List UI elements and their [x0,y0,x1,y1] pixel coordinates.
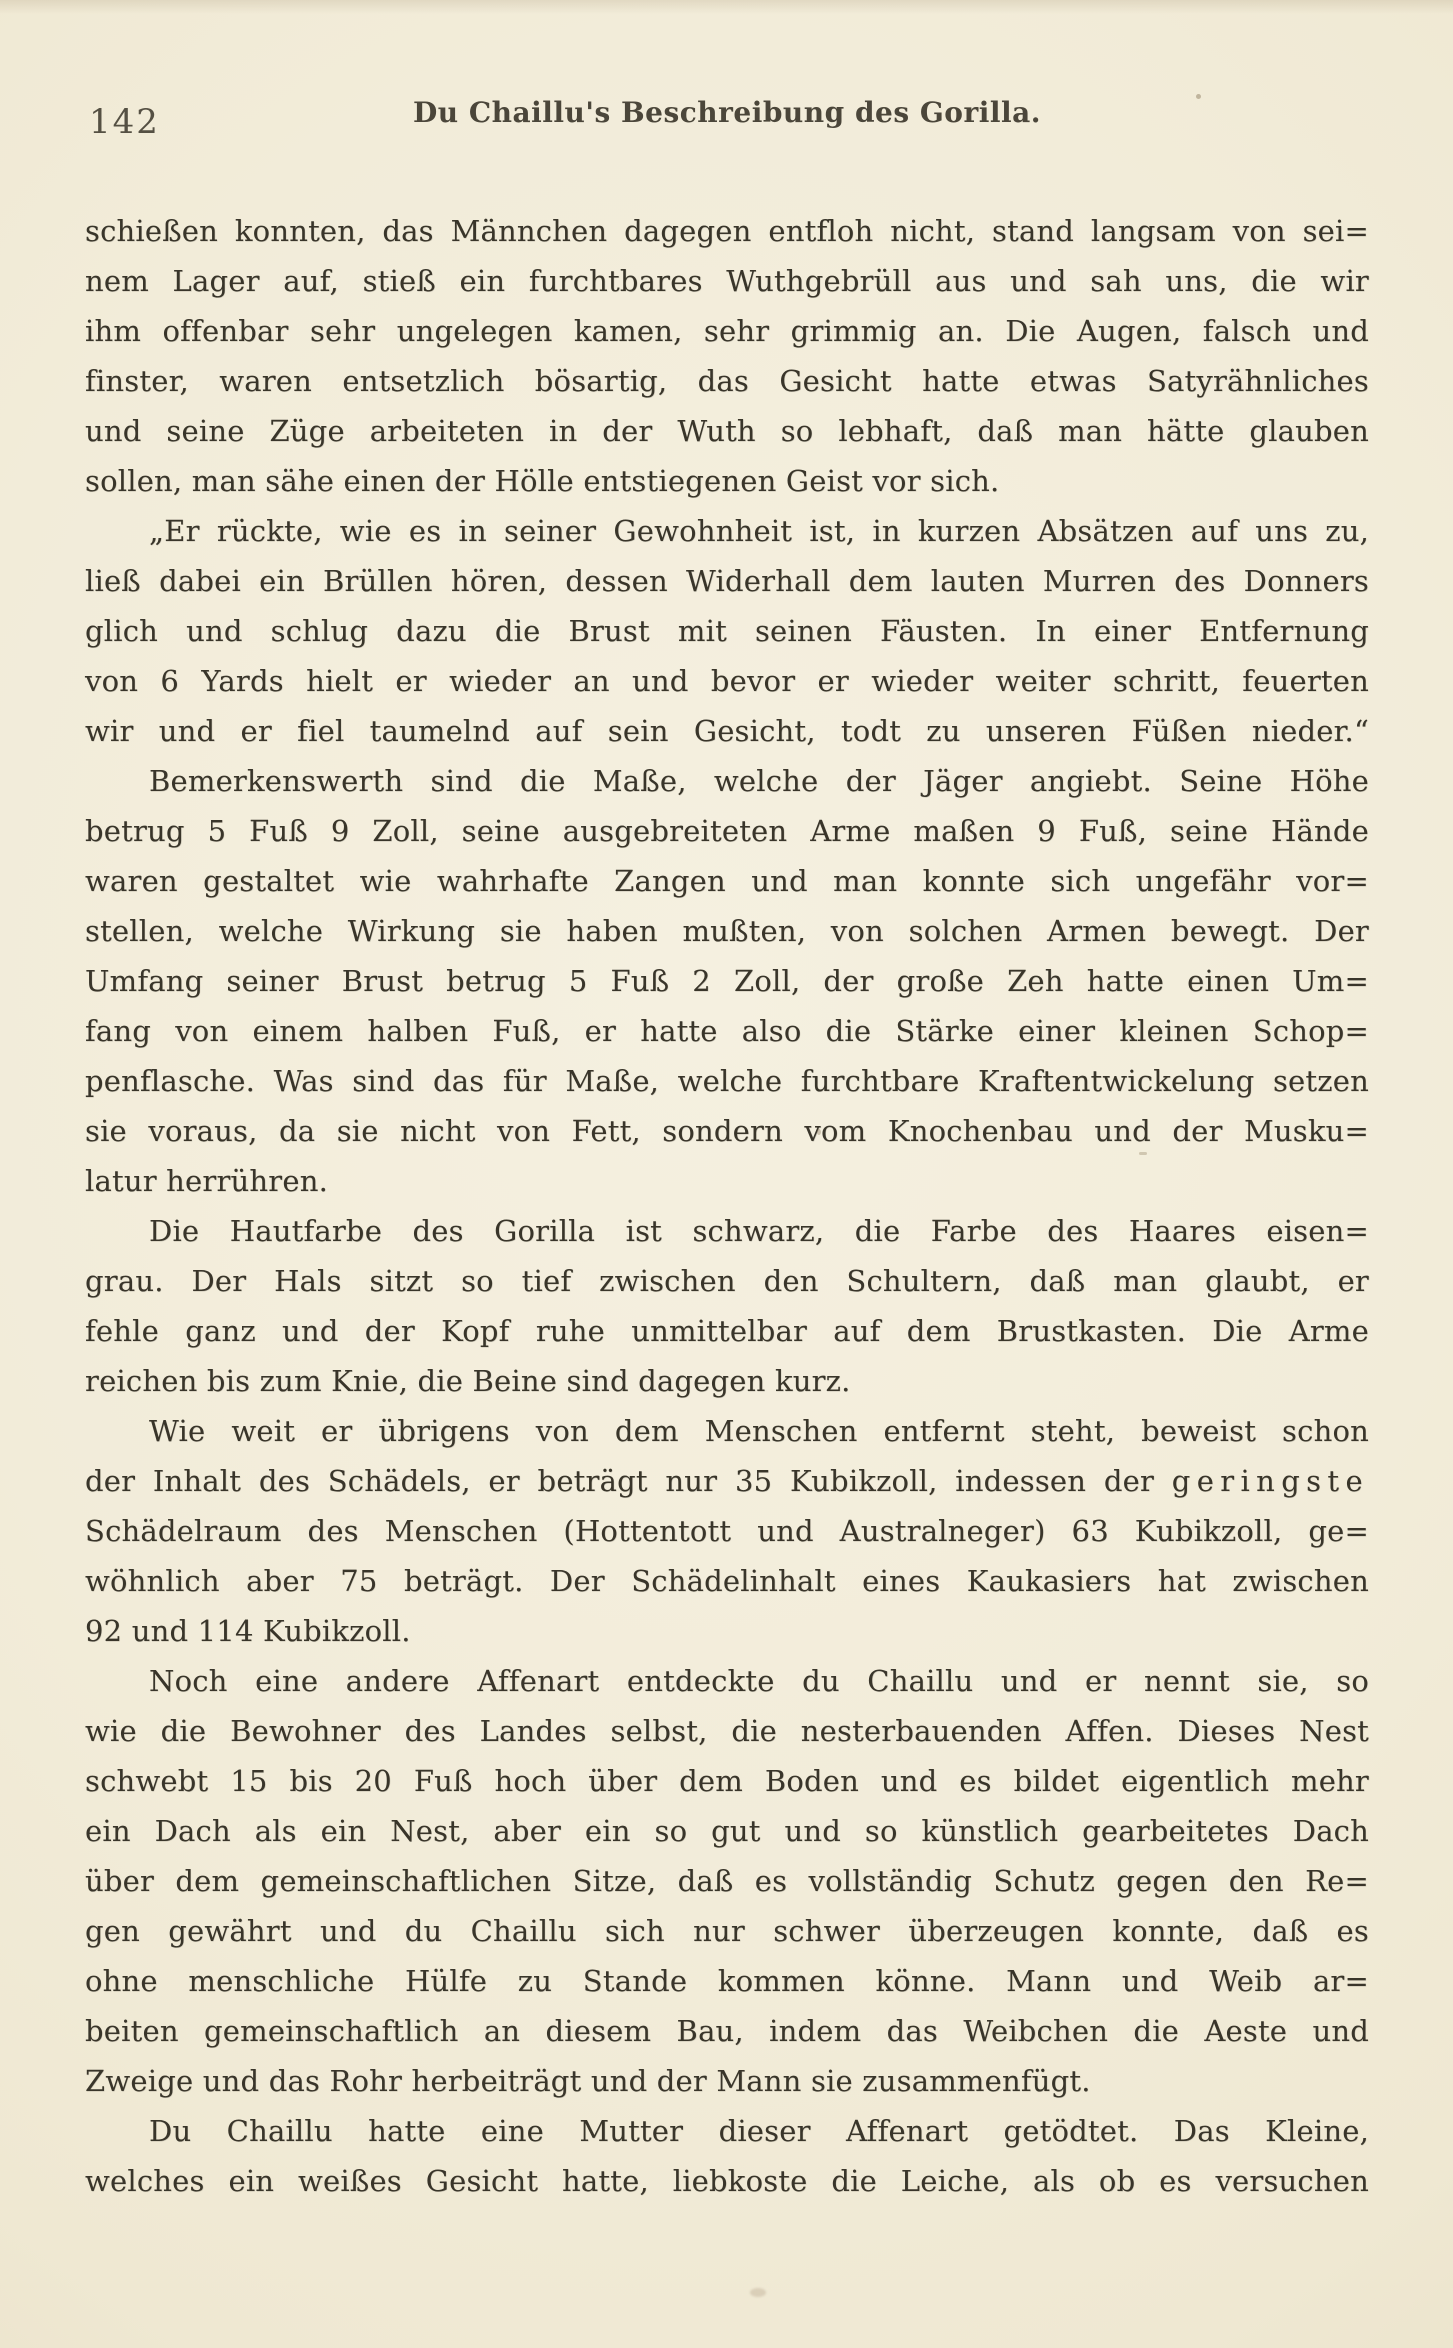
line-text: fehle ganz und der Kopf ruhe unmittelbar auf dem Brustkasten. Die Arme [85,1314,1369,1348]
line-text: Noch eine andere Affenart entdeckte du Chaillu und er nennt sie, so [149,1664,1369,1698]
running-header-title: Du Chaillu's Beschreibung des Gorilla. [412,96,1042,129]
text-line [85,256,1369,306]
line-text: ein Dach als ein Nest, aber ein so gut und so künstlich gearbeitetes Dach [85,1814,1369,1848]
line-text: von 6 Yards hielt er wieder an und bevor er wieder weiter schritt, feuerten [85,664,1369,698]
text-line [85,556,1369,606]
text-line [85,806,1369,856]
text-line [85,1006,1369,1056]
text-line [85,1306,1369,1356]
text-line [85,756,1369,806]
line-text: welches ein weißes Gesicht hatte, liebkoste die Leiche, als ob es versuchen [85,2164,1369,2198]
line-text: sie voraus, da sie nicht von Fett, sondern vom Knochenbau und der Musku= [85,1114,1369,1148]
text-line [85,506,1369,556]
line-text: und seine Züge arbeiteten in der Wuth so lebhaft, daß man hätte glauben [85,414,1369,448]
line-text: Umfang seiner Brust betrug 5 Fuß 2 Zoll, der große Zeh hatte einen Um= [85,964,1369,998]
text-line [85,456,1369,506]
line-text: schwebt 15 bis 20 Fuß hoch über dem Boden und es bildet eigentlich mehr [85,1764,1369,1798]
text-line [85,1056,1369,1106]
text-line [85,1606,1369,1656]
line-text: nem Lager auf, stieß ein furchtbares Wuthgebrüll aus und sah uns, die wir [85,264,1369,298]
line-text: der Inhalt des Schädels, er beträgt nur 35 Kubikzoll, indessen der [85,1464,1172,1498]
line-text: Zweige und das Rohr herbeiträgt und der Mann sie zusammenfügt. [85,2064,1091,2098]
line-text: 92 und 114 Kubikzoll. [85,1614,411,1648]
text-line [85,1406,1369,1456]
line-text: finster, waren entsetzlich bösartig, das Gesicht hatte etwas Satyrähnliches [85,364,1369,398]
line-text: ohne menschliche Hülfe zu Stande kommen könne. Mann und Weib ar= [85,1964,1369,1998]
text-line [85,2006,1369,2056]
line-text: „Er rückte, wie es in seiner Gewohnheit ist, in kurzen Absätzen auf uns zu, [149,514,1369,548]
line-text: Die Hautfarbe des Gorilla ist schwarz, die Farbe des Haares eisen= [149,1214,1369,1248]
line-text: stellen, welche Wirkung sie haben mußten, von solchen Armen bewegt. Der [85,914,1369,948]
text-line [85,1206,1369,1256]
text-line [85,2156,1369,2206]
text-line [85,956,1369,1006]
text-line [85,1106,1369,1156]
text-line [85,1906,1369,1956]
text-line [85,2106,1369,2156]
line-text: penflasche. Was sind das für Maße, welche furchtbare Kraftentwickelung setzen [85,1064,1369,1098]
line-text: Schädelraum des Menschen (Hottentott und Australneger) 63 Kubikzoll, ge= [85,1514,1369,1548]
line-text: latur herrühren. [85,1164,329,1198]
text-line [85,1806,1369,1856]
line-text: grau. Der Hals sitzt so tief zwischen den Schultern, daß man glaubt, er [85,1264,1369,1298]
page-number: 142 [89,102,160,142]
text-line [85,206,1369,256]
text-line [85,306,1369,356]
text-line [85,1356,1369,1406]
text-line [85,2056,1369,2106]
line-text: sollen, man sähe einen der Hölle entstiegenen Geist vor sich. [85,464,1000,498]
line-text: gen gewährt und du Chaillu sich nur schwer überzeugen konnte, daß es [85,1914,1369,1948]
text-line [85,1256,1369,1306]
line-text: reichen bis zum Knie, die Beine sind dagegen kurz. [85,1364,851,1398]
line-text: wöhnlich aber 75 beträgt. Der Schädelinhalt eines Kaukasiers hat zwischen [85,1564,1369,1598]
line-text: wir und er fiel taumelnd auf sein Gesicht, todt zu unseren Füßen nieder.“ [85,714,1369,748]
text-line [85,356,1369,406]
line-text: Wie weit er übrigens von dem Menschen entfernt steht, beweist schon [149,1414,1369,1448]
text-line [85,856,1369,906]
line-text: Bemerkenswerth sind die Maße, welche der Jäger angiebt. Seine Höhe [149,764,1369,798]
text-block [85,206,1369,2206]
line-text: schießen konnten, das Männchen dagegen entfloh nicht, stand langsam von sei= [85,214,1369,248]
line-text: betrug 5 Fuß 9 Zoll, seine ausgebreiteten Arme maßen 9 Fuß, seine Hände [85,814,1369,848]
line-text: ließ dabei ein Brüllen hören, dessen Widerhall dem lauten Murren des Donners [85,564,1369,598]
paper-speck [750,2288,766,2297]
line-text: waren gestaltet wie wahrhafte Zangen und man konnte sich ungefähr vor= [85,864,1369,898]
letterspaced-word: geringste [1171,1464,1369,1498]
line-text: fang von einem halben Fuß, er hatte also die Stärke einer kleinen Schop= [85,1014,1369,1048]
text-line [85,1856,1369,1906]
text-line [85,1506,1369,1556]
text-line [85,656,1369,706]
text-line [85,606,1369,656]
text-line [85,1556,1369,1606]
text-line [85,1706,1369,1756]
page-header [85,96,1369,144]
text-line [85,1656,1369,1706]
line-text: über dem gemeinschaftlichen Sitze, daß es vollständig Schutz gegen den Re= [85,1864,1369,1898]
line-text: Du Chaillu hatte eine Mutter dieser Affenart getödtet. Das Kleine, [149,2114,1369,2148]
line-text: glich und schlug dazu die Brust mit seinen Fäusten. In einer Entfernung [85,614,1369,648]
text-line [85,406,1369,456]
text-line [85,1956,1369,2006]
line-text: beiten gemeinschaftlich an diesem Bau, indem das Weibchen die Aeste und [85,2014,1369,2048]
line-text: ihm offenbar sehr ungelegen kamen, sehr grimmig an. Die Augen, falsch und [85,314,1369,348]
text-line [85,1756,1369,1806]
text-line [85,1456,1369,1506]
text-line [85,1156,1369,1206]
text-line [85,906,1369,956]
text-line [85,706,1369,756]
line-text: wie die Bewohner des Landes selbst, die nesterbauenden Affen. Dieses Nest [85,1714,1369,1748]
